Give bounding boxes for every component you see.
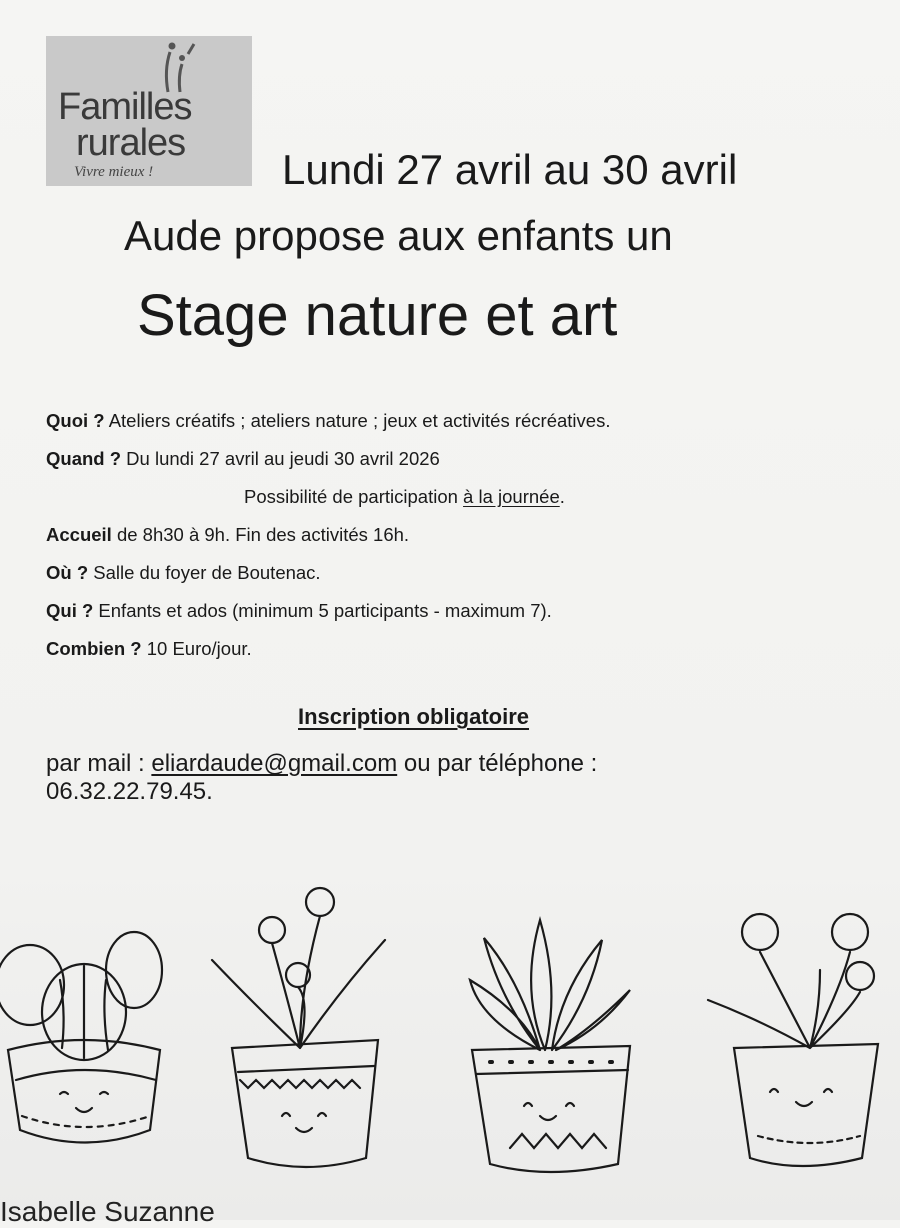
dates-heading: Lundi 27 avril au 30 avril [282, 146, 738, 193]
subtitle: Aude propose aux enfants un [124, 212, 673, 259]
quoi-text: Ateliers créatifs ; ateliers nature ; jeux et activités récréatives. [104, 410, 611, 431]
quand-text: Du lundi 27 avril au jeudi 30 avril 2026 [121, 448, 440, 469]
accueil-text: de 8h30 à 9h. Fin des activités 16h. [111, 524, 410, 545]
familles-rurales-logo [46, 36, 252, 186]
phone-number: 06.32.22.79.45. [46, 778, 213, 805]
quoi-label: Quoi ? [46, 410, 105, 431]
qui-label: Qui ? [46, 600, 94, 621]
combien-line [46, 638, 252, 660]
accueil-line [46, 524, 409, 546]
logo-line-2: rurales [76, 122, 186, 164]
potted-plants-illustration [0, 880, 900, 1180]
quand-label: Quand ? [46, 448, 122, 469]
inscription-heading: Inscription obligatoire [298, 704, 530, 729]
a-la-journee: à la journée [463, 486, 560, 507]
possibilite-line [244, 486, 565, 508]
contact-middle: ou par téléphone : [397, 750, 598, 777]
leafy-plant-pot-icon [470, 920, 630, 1172]
daisy-pot-icon [708, 914, 878, 1166]
logo-tagline: Vivre mieux ! [74, 164, 154, 180]
contact-prefix: par mail : [46, 750, 152, 777]
ou-line [46, 562, 321, 584]
qui-line [46, 600, 552, 622]
flower-pot-icon [212, 888, 385, 1167]
combien-label: Combien ? [46, 638, 142, 659]
possibilite-end: . [559, 486, 565, 507]
possibilite-text: Possibilité de participation [244, 486, 464, 507]
signature: Isabelle Suzanne [0, 1196, 215, 1227]
quand-line [46, 448, 440, 470]
cactus-pot-icon [0, 932, 162, 1143]
combien-text: 10 Euro/jour. [141, 638, 252, 659]
quoi-line [46, 410, 610, 432]
ou-text: Salle du foyer de Boutenac. [88, 562, 321, 583]
qui-text: Enfants et ados (minimum 5 participants - maximum 7). [93, 600, 552, 621]
contact-block [46, 750, 597, 806]
email-link[interactable]: eliardaude@gmail.com [151, 750, 398, 777]
ou-label: Où ? [46, 562, 89, 583]
accueil-label: Accueil [46, 524, 112, 545]
page-title: Stage nature et art [137, 283, 618, 348]
logo-line-1: Familles [58, 86, 192, 128]
